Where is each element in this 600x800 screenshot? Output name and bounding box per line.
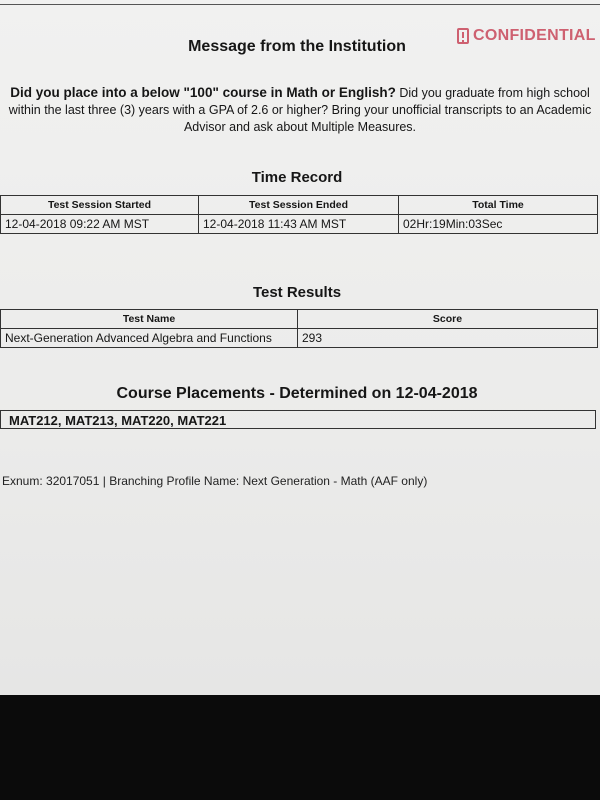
- column-header: Test Session Started: [1, 196, 199, 215]
- time-record-table: [0, 195, 598, 234]
- background-surface: [0, 695, 600, 800]
- total-time-cell: 02Hr:19Min:03Sec: [399, 215, 598, 234]
- exam-footer: Exnum: 32017051 | Branching Profile Name: Next Generation - Math (AAF only): [2, 474, 428, 488]
- message-text: Did you graduate from high school within the last three (3) years with a GPA of 2.6 or higher? Bring your unofficial transcripts to an Academic Advisor and ask about Multiple Measures.: [8, 86, 592, 134]
- message-body: [0, 84, 600, 136]
- table-row: [1, 215, 598, 234]
- placements-title: Course Placements - Determined on 12-04-2018: [116, 385, 478, 402]
- table-header-row: [1, 196, 598, 215]
- test-results-table: [0, 309, 598, 348]
- score-cell: 293: [298, 329, 598, 348]
- test-results-title: Test Results: [252, 284, 342, 301]
- confidential-stamp-label: CONFIDENTIAL: [473, 27, 596, 44]
- session-started-cell: 12-04-2018 09:22 AM MST: [1, 215, 199, 234]
- column-header: Test Name: [1, 310, 298, 329]
- session-ended-cell: 12-04-2018 11:43 AM MST: [199, 215, 399, 234]
- top-divider: [0, 0, 600, 5]
- table-row: [1, 329, 598, 348]
- test-name-cell: Next-Generation Advanced Algebra and Functions: [1, 329, 298, 348]
- time-record-title: Time Record: [251, 169, 343, 186]
- message-title: Message from the Institution: [188, 38, 406, 55]
- placement-courses: MAT212, MAT213, MAT220, MAT221: [0, 410, 596, 429]
- column-header: Test Session Ended: [199, 196, 399, 215]
- table-header-row: [1, 310, 598, 329]
- column-header: Total Time: [399, 196, 598, 215]
- column-header: Score: [298, 310, 598, 329]
- message-lead: Did you place into a below "100" course in Math or English?: [10, 85, 396, 100]
